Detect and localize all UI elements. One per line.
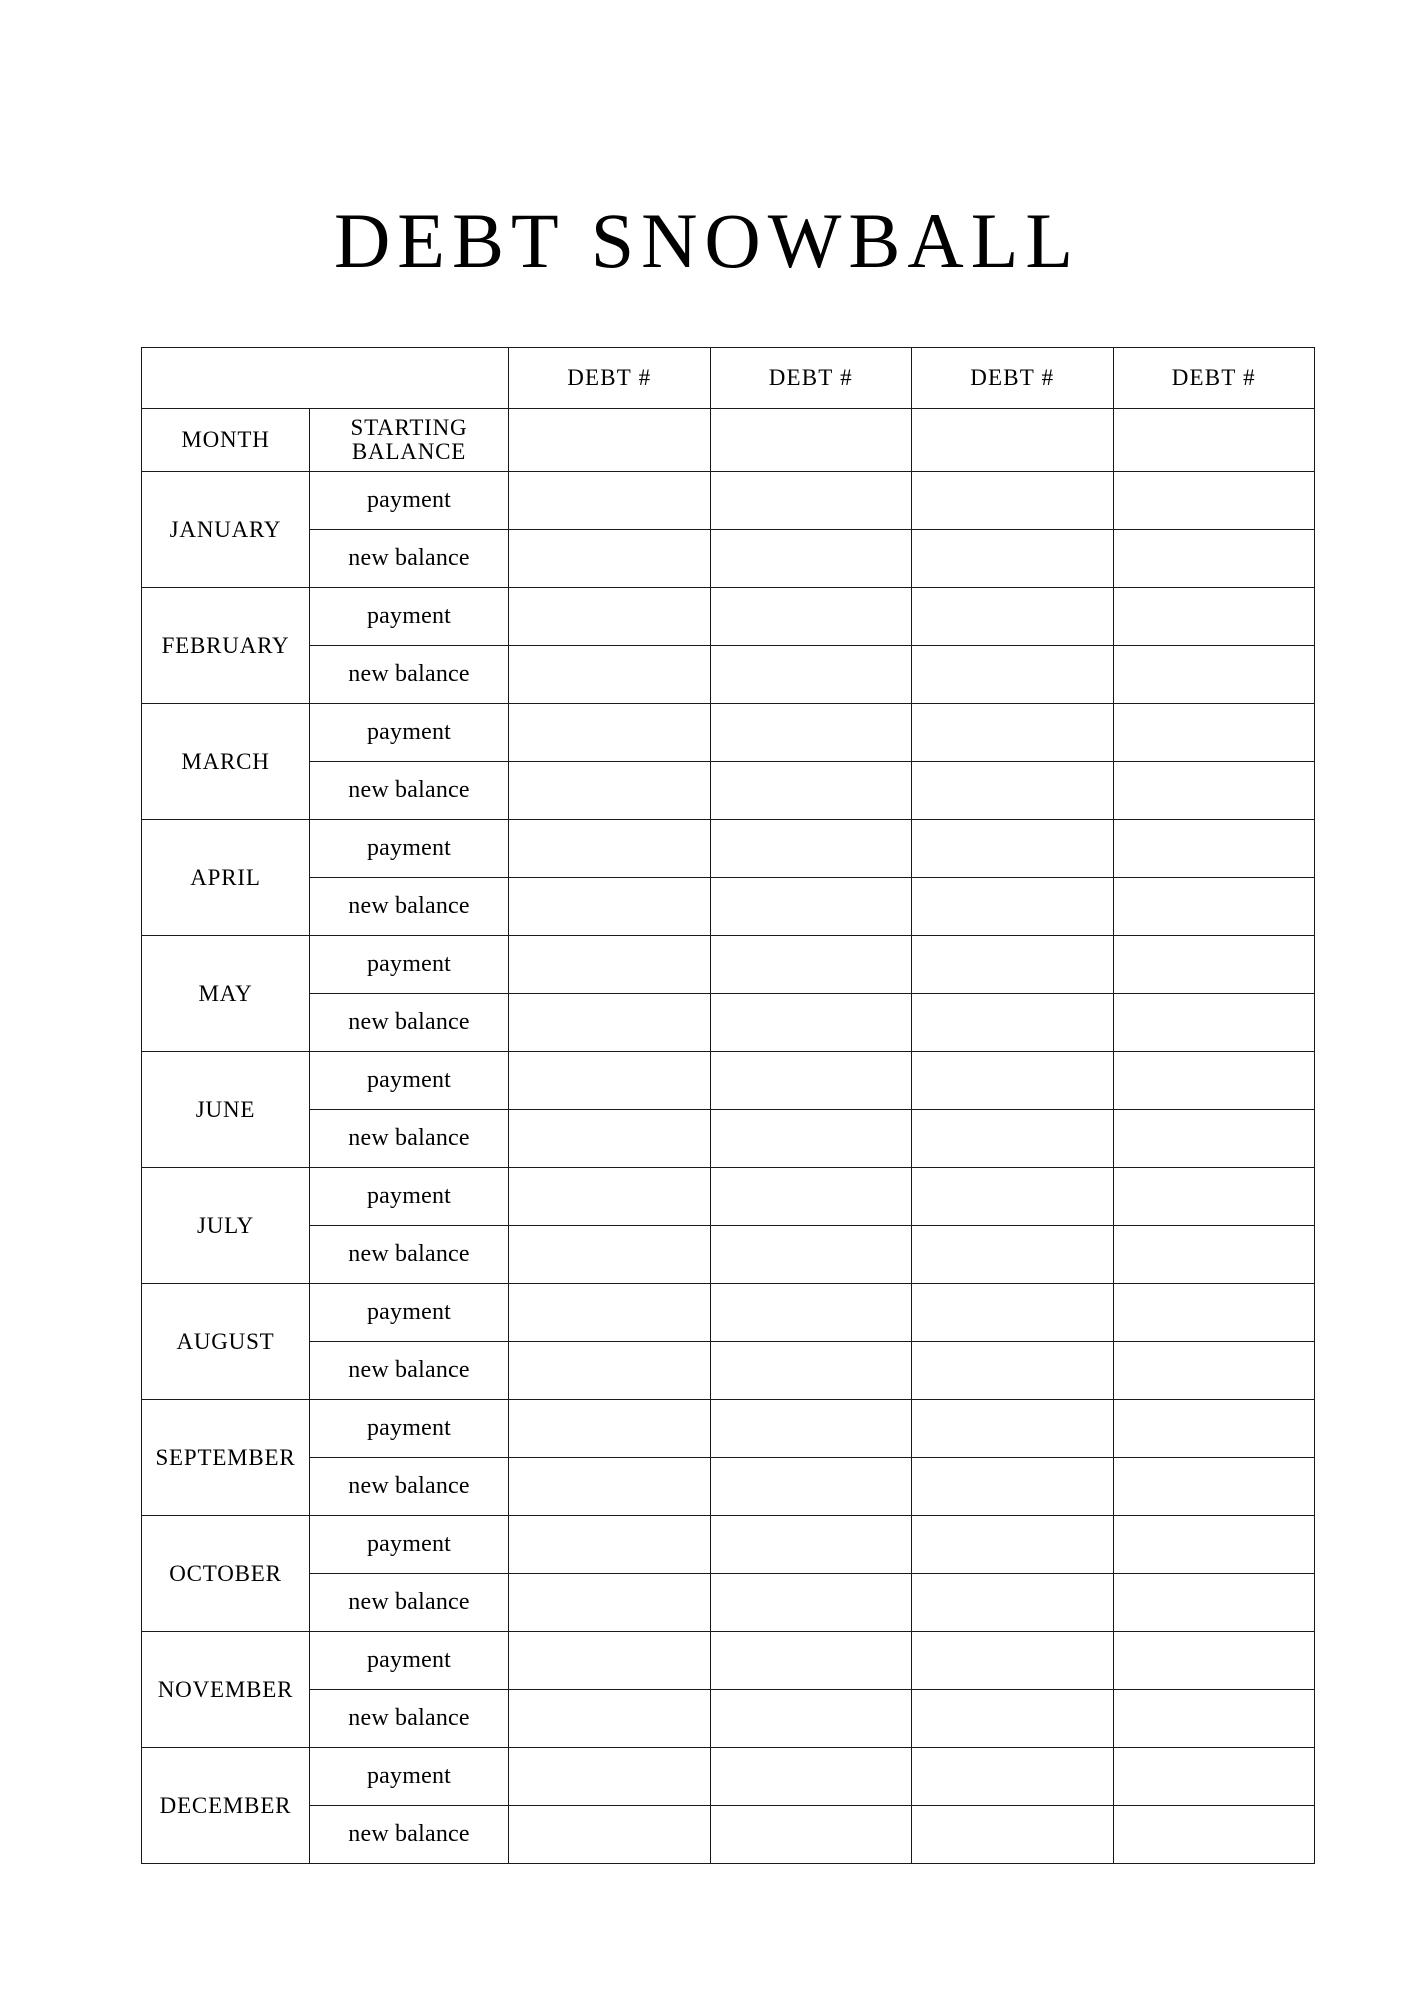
payment-entry-cell[interactable] [710, 1400, 912, 1458]
new-balance-entry-cell[interactable] [1113, 1342, 1315, 1400]
starting-balance-entry-cell[interactable] [912, 409, 1114, 472]
table-row [142, 530, 1315, 588]
new-balance-entry-cell[interactable] [710, 762, 912, 820]
new-balance-entry-cell[interactable] [1113, 994, 1315, 1052]
new-balance-row-label: new balance [310, 994, 509, 1052]
debt-column-header-3[interactable]: DEBT # [912, 348, 1114, 409]
month-label-december: DECEMBER [142, 1748, 310, 1864]
payment-entry-cell[interactable] [710, 936, 912, 994]
payment-entry-cell[interactable] [1113, 1284, 1315, 1342]
new-balance-entry-cell[interactable] [1113, 1458, 1315, 1516]
debt-snowball-table-container [141, 347, 1314, 1864]
new-balance-entry-cell[interactable] [710, 1574, 912, 1632]
payment-row-label: payment [310, 1748, 509, 1806]
new-balance-row-label: new balance [310, 1342, 509, 1400]
debt-column-header-2[interactable]: DEBT # [710, 348, 912, 409]
payment-entry-cell[interactable] [509, 1284, 711, 1342]
payment-row-label: payment [310, 704, 509, 762]
starting-balance-entry-cell[interactable] [1113, 409, 1315, 472]
starting-balance-header-line-1: STARTING [350, 414, 468, 440]
new-balance-entry-cell[interactable] [912, 530, 1114, 588]
table-row [142, 1690, 1315, 1748]
table-row [142, 762, 1315, 820]
new-balance-row-label: new balance [310, 1458, 509, 1516]
payment-entry-cell[interactable] [1113, 1632, 1315, 1690]
payment-entry-cell[interactable] [912, 936, 1114, 994]
new-balance-row-label: new balance [310, 1574, 509, 1632]
month-label-october: OCTOBER [142, 1516, 310, 1632]
table-row [142, 1632, 1315, 1690]
table-header-row [142, 348, 1315, 409]
payment-row-label: payment [310, 472, 509, 530]
new-balance-entry-cell[interactable] [912, 1574, 1114, 1632]
debt-column-header-4[interactable]: DEBT # [1113, 348, 1315, 409]
payment-entry-cell[interactable] [710, 704, 912, 762]
payment-entry-cell[interactable] [509, 1516, 711, 1574]
new-balance-row-label: new balance [310, 1110, 509, 1168]
table-row [142, 1400, 1315, 1458]
payment-entry-cell[interactable] [1113, 936, 1315, 994]
new-balance-entry-cell[interactable] [1113, 1574, 1315, 1632]
new-balance-entry-cell[interactable] [710, 878, 912, 936]
payment-row-label: payment [310, 1052, 509, 1110]
table-row [142, 1806, 1315, 1864]
new-balance-entry-cell[interactable] [509, 1806, 711, 1864]
month-label-july: JULY [142, 1168, 310, 1284]
payment-entry-cell[interactable] [912, 1632, 1114, 1690]
new-balance-entry-cell[interactable] [710, 1690, 912, 1748]
payment-entry-cell[interactable] [509, 1168, 711, 1226]
new-balance-entry-cell[interactable] [710, 1110, 912, 1168]
table-row [142, 936, 1315, 994]
new-balance-entry-cell[interactable] [509, 762, 711, 820]
payment-entry-cell[interactable] [509, 472, 711, 530]
payment-entry-cell[interactable] [1113, 1516, 1315, 1574]
new-balance-entry-cell[interactable] [710, 1458, 912, 1516]
table-row [142, 472, 1315, 530]
month-label-september: SEPTEMBER [142, 1400, 310, 1516]
new-balance-entry-cell[interactable] [912, 1342, 1114, 1400]
new-balance-entry-cell[interactable] [912, 1458, 1114, 1516]
new-balance-entry-cell[interactable] [912, 1226, 1114, 1284]
new-balance-entry-cell[interactable] [509, 1226, 711, 1284]
payment-entry-cell[interactable] [509, 1632, 711, 1690]
payment-entry-cell[interactable] [1113, 1168, 1315, 1226]
table-row [142, 1342, 1315, 1400]
new-balance-entry-cell[interactable] [710, 994, 912, 1052]
payment-entry-cell[interactable] [509, 936, 711, 994]
payment-entry-cell[interactable] [509, 820, 711, 878]
new-balance-entry-cell[interactable] [1113, 646, 1315, 704]
table-row [142, 994, 1315, 1052]
table-row [142, 1052, 1315, 1110]
new-balance-entry-cell[interactable] [509, 530, 711, 588]
new-balance-row-label: new balance [310, 762, 509, 820]
table-row [142, 1284, 1315, 1342]
new-balance-entry-cell[interactable] [1113, 1806, 1315, 1864]
payment-entry-cell[interactable] [1113, 472, 1315, 530]
table-row [142, 1574, 1315, 1632]
new-balance-entry-cell[interactable] [912, 994, 1114, 1052]
payment-entry-cell[interactable] [912, 1516, 1114, 1574]
payment-entry-cell[interactable] [912, 704, 1114, 762]
new-balance-entry-cell[interactable] [509, 646, 711, 704]
payment-entry-cell[interactable] [912, 820, 1114, 878]
new-balance-entry-cell[interactable] [912, 1110, 1114, 1168]
new-balance-entry-cell[interactable] [1113, 530, 1315, 588]
table-row [142, 1110, 1315, 1168]
month-label-november: NOVEMBER [142, 1632, 310, 1748]
payment-entry-cell[interactable] [710, 820, 912, 878]
table-row [142, 1748, 1315, 1806]
debt-column-header-1[interactable]: DEBT # [509, 348, 711, 409]
new-balance-entry-cell[interactable] [509, 1574, 711, 1632]
payment-entry-cell[interactable] [1113, 588, 1315, 646]
month-label-june: JUNE [142, 1052, 310, 1168]
table-row [142, 820, 1315, 878]
column-label-row [142, 409, 1315, 472]
starting-balance-entry-cell[interactable] [710, 409, 912, 472]
table-row [142, 1168, 1315, 1226]
payment-row-label: payment [310, 588, 509, 646]
debt-snowball-table [141, 347, 1315, 1864]
new-balance-entry-cell[interactable] [509, 1458, 711, 1516]
table-row [142, 646, 1315, 704]
month-label-january: JANUARY [142, 472, 310, 588]
new-balance-entry-cell[interactable] [912, 878, 1114, 936]
payment-entry-cell[interactable] [1113, 1052, 1315, 1110]
payment-entry-cell[interactable] [710, 588, 912, 646]
new-balance-row-label: new balance [310, 1690, 509, 1748]
payment-entry-cell[interactable] [1113, 820, 1315, 878]
payment-row-label: payment [310, 1516, 509, 1574]
payment-entry-cell[interactable] [1113, 1400, 1315, 1458]
payment-entry-cell[interactable] [1113, 1748, 1315, 1806]
new-balance-entry-cell[interactable] [1113, 878, 1315, 936]
new-balance-entry-cell[interactable] [710, 1342, 912, 1400]
new-balance-entry-cell[interactable] [1113, 1226, 1315, 1284]
payment-entry-cell[interactable] [912, 1284, 1114, 1342]
new-balance-entry-cell[interactable] [912, 646, 1114, 704]
table-row [142, 1516, 1315, 1574]
payment-row-label: payment [310, 936, 509, 994]
payment-row-label: payment [310, 820, 509, 878]
payment-entry-cell[interactable] [710, 472, 912, 530]
table-row [142, 588, 1315, 646]
new-balance-entry-cell[interactable] [710, 530, 912, 588]
table-row [142, 1458, 1315, 1516]
payment-entry-cell[interactable] [509, 1052, 711, 1110]
starting-balance-header-line-2: BALANCE [351, 439, 467, 464]
table-row [142, 1226, 1315, 1284]
new-balance-entry-cell[interactable] [710, 646, 912, 704]
payment-entry-cell[interactable] [912, 1400, 1114, 1458]
payment-entry-cell[interactable] [912, 1052, 1114, 1110]
new-balance-entry-cell[interactable] [710, 1806, 912, 1864]
new-balance-entry-cell[interactable] [912, 1806, 1114, 1864]
payment-entry-cell[interactable] [509, 588, 711, 646]
payment-entry-cell[interactable] [912, 472, 1114, 530]
payment-entry-cell[interactable] [1113, 704, 1315, 762]
payment-entry-cell[interactable] [912, 1168, 1114, 1226]
month-label-august: AUGUST [142, 1284, 310, 1400]
payment-entry-cell[interactable] [710, 1052, 912, 1110]
month-column-header: MONTH [142, 409, 310, 472]
new-balance-entry-cell[interactable] [1113, 1110, 1315, 1168]
payment-entry-cell[interactable] [710, 1516, 912, 1574]
new-balance-entry-cell[interactable] [509, 1342, 711, 1400]
month-label-may: MAY [142, 936, 310, 1052]
table-row [142, 704, 1315, 762]
payment-row-label: payment [310, 1400, 509, 1458]
payment-entry-cell[interactable] [509, 1748, 711, 1806]
payment-entry-cell[interactable] [509, 704, 711, 762]
month-label-april: APRIL [142, 820, 310, 936]
payment-entry-cell[interactable] [710, 1284, 912, 1342]
month-label-march: MARCH [142, 704, 310, 820]
month-label-february: FEBRUARY [142, 588, 310, 704]
new-balance-entry-cell[interactable] [1113, 762, 1315, 820]
starting-balance-column-header [310, 409, 509, 472]
new-balance-row-label: new balance [310, 1226, 509, 1284]
new-balance-entry-cell[interactable] [509, 1110, 711, 1168]
payment-row-label: payment [310, 1284, 509, 1342]
payment-row-label: payment [310, 1168, 509, 1226]
payment-entry-cell[interactable] [509, 1400, 711, 1458]
payment-entry-cell[interactable] [912, 588, 1114, 646]
payment-entry-cell[interactable] [912, 1748, 1114, 1806]
new-balance-row-label: new balance [310, 878, 509, 936]
table-row [142, 878, 1315, 936]
new-balance-row-label: new balance [310, 1806, 509, 1864]
new-balance-entry-cell[interactable] [509, 994, 711, 1052]
payment-entry-cell[interactable] [710, 1168, 912, 1226]
new-balance-row-label: new balance [310, 530, 509, 588]
new-balance-row-label: new balance [310, 646, 509, 704]
payment-entry-cell[interactable] [710, 1632, 912, 1690]
payment-row-label: payment [310, 1632, 509, 1690]
header-corner-blank [142, 348, 509, 409]
new-balance-entry-cell[interactable] [509, 878, 711, 936]
new-balance-entry-cell[interactable] [912, 762, 1114, 820]
new-balance-entry-cell[interactable] [912, 1690, 1114, 1748]
new-balance-entry-cell[interactable] [509, 1690, 711, 1748]
payment-entry-cell[interactable] [710, 1748, 912, 1806]
page-title: DEBT SNOWBALL [333, 197, 1081, 285]
starting-balance-entry-cell[interactable] [509, 409, 711, 472]
new-balance-entry-cell[interactable] [1113, 1690, 1315, 1748]
new-balance-entry-cell[interactable] [710, 1226, 912, 1284]
